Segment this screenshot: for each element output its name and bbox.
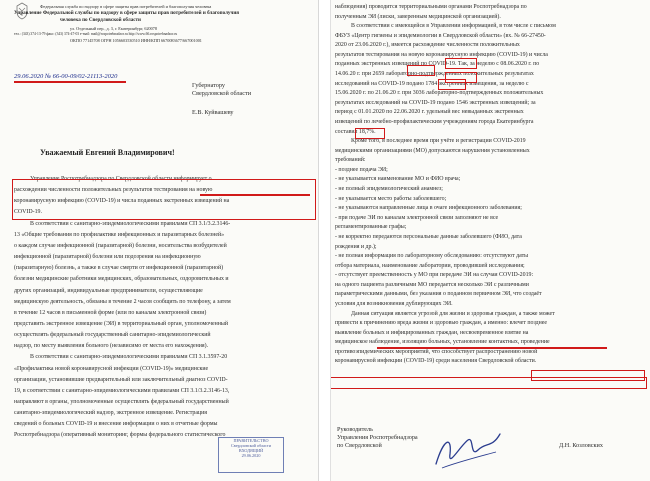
body-line: 13 «Общие требования по профилактике инфекционных и паразитарных болезней» [14,231,225,238]
body-line: медицинское наблюдение, изоляцию больных, установление контактных, проведение [335,339,550,346]
body-line: отбора материала, наименование лаборатории, проводившей исследования; [335,262,525,269]
red-underline-threat [377,347,607,349]
body-line: инфекционной (паразитарной) болезни или подозрения на инфекционную [14,254,201,261]
body-line: медицинскими организациями (МО) допускаются нарушения установленных [335,147,530,154]
body-line: - не указываются направленные лица в очаге инфекционного заболевания; [335,205,522,212]
body-line: рождения и др.); [335,243,377,250]
body-line: в течение 12 часов в письменной форме (или по каналам электронной связи) [14,309,207,316]
highlight-covid-region [330,377,647,389]
body-line: параметрическими данными, без указания о поданном первичном ЭИ, что создаёт [335,291,542,298]
body-line: направляют в органы, уполномоченные осуществлять федеральный государственный [14,399,229,405]
body-line: осуществлять федеральный государственный санитарно-эпидемиологический [14,332,211,339]
body-line: 14.06.20 г. при 2659 лабораторно-подтвержденных положительных результатах [335,71,534,78]
body-line: поданных экстренных извещений по COVID-19. Так, за неделю с 08.06.2020 г. по [335,61,540,68]
body-line: Управление Роспотребнадзора по Свердловской области информирует о [30,176,212,182]
body-line: - не полный эпидемиологический анамнез; [335,186,443,193]
body-line: Кроме того, в последнее время при учёте и регистрации COVID-2019 [351,138,526,145]
body-line: регламентированные графы; [335,224,407,231]
stamp-line1: ПРАВИТЕЛЬСТВО [233,438,269,443]
addressee-line2: Свердловской области [192,90,252,97]
letter-page-1 [0,0,319,481]
body-line: надзор, по месту выявления больного (независимо от места его нахождения). [14,343,209,350]
incoming-registration-stamp [218,437,284,473]
body-line: - отсутствует преемственность у МО при передаче ЭИ на случаи COVID-2019: [335,272,534,279]
body-line: результатов тестирования на новую коронавирусную инфекцию (COVID-19) и числа [335,51,548,58]
body-line: 15.06.2020 г. по 21.06.20 г. при 3036 лабораторно-подтвержденных положительных [335,90,544,97]
body-line: других организаций, индивидуальные предприниматели, осуществляющие [14,287,203,294]
body-line: - при подаче ЭИ по каналам электронной связи заполняют не все [335,214,499,221]
body-line: коронавирусную инфекцию (COVID-19) и числа поданных экстренных извещений на [14,198,230,205]
body-line: - не указывается наименование МО и ФИО врача; [335,176,461,183]
body-line: привести к причинению вреда жизни и здоровью граждан, а именно: влечет позднее [335,320,548,327]
salutation: Уважаемый Евгений Владимирович! [40,148,175,157]
handwritten-signature [430,428,508,476]
body-line: коронавирусной инфекции (COVID-19) среди населения Свердловской области. [335,358,537,365]
highlight-box-intro [12,179,316,220]
body-line: В соответствии с санитарно-эпидемиологическими правилами СП 3.1/3.2.3146- [30,220,231,227]
signature-title-line3: по Свердловской [337,442,382,449]
agency-name-small: Федеральная служба по надзору в сфере защиты прав потребителей и благополучия человека [40,4,212,9]
body-line: COVID-19. [14,209,42,216]
body-line: - позднее подача ЭИ; [335,166,388,173]
agency-address: ул. Отдельный пер., д. 3, г. Екатеринбург, 620078 [70,26,157,31]
body-line: 19, в соответствии с санитарно-эпидемиологическими правилами СП 3.1/3.2.3146-13, [14,387,230,394]
body-line: исследований на COVID-19 подано 1784 экстренных извещения, за неделю с [335,80,529,87]
body-line: болезни медицинские работники медицинских, образовательных, оздоровительных и [14,276,229,283]
body-line: расхождении численности положительных результатов тестирования на новую [14,187,213,194]
body-line: - не корректно передаются персональные данные заболевшего (ФИО, дата [335,233,522,240]
addressee-line1: Губернатору [192,82,225,89]
body-line: извещений по лечебно-профилактическим учреждениям города Екатеринбурга [335,118,534,125]
body-line: требований: [335,157,366,164]
highlight-1546 [438,79,466,90]
agency-contacts: тел.: (343) 374-13-79 факс: (343) 374-47-03 e-mail: mail@rospotrebnadzor.ru http://www.66.rospotrebnadzor.ru [14,32,178,36]
body-line: период с 01.01.2020 по 22.06.2020 г. удельный вес невыданных экстренных [335,109,524,116]
body-line: условия для возникновения дублирующих ЭИ. [335,300,453,307]
red-underline [200,194,310,196]
stamp-line3: ВХОДЯЩИЙ [238,448,264,453]
body-line: 2020 от 23.06.2020 г.), имеется расхождение численности положительных [335,42,520,49]
highlight-18-7-percent [355,128,385,139]
body-line: Данная ситуация является угрозой для жизни и здоровья граждан, а также может [351,310,555,317]
body-line: ФБУЗ «Центр гигиены и эпидемиологии в Свердловской области» (вх. № 66-27450- [335,32,546,39]
body-line: наблюдения) проводится территориальными органами Роспотребнадзора по [335,4,527,10]
signature-title-line2: Управления Роспотребнадзора [337,434,418,441]
body-line: противоэпидемических мероприятий, что способствует распространению новой [335,348,538,355]
body-line: на одного пациента различными МО передается несколько ЭИ с различными [335,281,529,288]
body-line: сведений о больных COVID-19 и внесение информации о них в отчетные формы [14,421,218,428]
outgoing-date-number: 29.06.2020 № 66-00-09/02-21113-2020 [14,73,118,80]
stamp-line4: 29.06.2020 [241,453,261,458]
signature-title-line1: Руководитель [337,426,373,433]
agency-name-line1: Управление Федеральной службы по надзору в сфере защиты прав потребителей и благополучия [14,10,240,16]
agency-name-line2: человека по Свердловской области [60,17,141,23]
body-line: «Профилактика новой коронавирусной инфекции (COVID-19)» медицинские [14,365,209,372]
body-line: - не полная информация по лабораторному обследованию: отсутствуют даты [335,253,529,260]
body-line: В соответствии с имеющейся в Управлении информацией, в том числе с письмом [351,23,556,30]
highlight-2659 [445,58,477,69]
body-line: медицинскую деятельность, обязаны в течение 2 часов сообщить по телефону, а затем [14,298,231,305]
body-line: представить экстренное извещение (ЭИ) в территориальный орган, уполномоченный [14,320,229,327]
body-line: выявление больных и инфицированных граждан, несвоевременное взятие на [335,329,529,336]
addressee-name: Е.В. Куйвашеву [192,109,234,116]
body-line: Роспотребнадзора (оперативный мониторинг, формы федерального статистического [14,432,226,439]
letter-page-2 [330,0,650,481]
body-line: составил 18,7%. [335,128,376,135]
stamp-line2: Свердловской области [231,443,271,448]
agency-registration: ОКПО 77145708 ОГРН 1056603530510 ИНН/КПП 6670083677/667001001 [70,38,202,43]
body-line: (паразитарную) болезнь, а также в случае смерти от инфекционной (паразитарной) [14,265,224,272]
signer-name: Д.Н. Козловских [559,442,603,449]
body-line: о каждом случае инфекционной (паразитарной) болезни, носительства возбудителей [14,242,227,249]
body-line: организации, установившие предварительный или заключительный диагноз COVID- [14,376,228,383]
body-line: санитарно-эпидемиологический надзор, экстренное извещение. Регистрация [14,410,208,417]
body-line: В соответствии с санитарно-эпидемиологическими правилами СП 3.1.3597-20 [30,354,228,361]
highlight-1784 [407,65,435,76]
date-underline [14,81,126,83]
body-line: - не указывается место работы заболевшего; [335,195,447,202]
body-line: результатах исследований на COVID-19 подано 1546 экстренных извещений; за [335,99,536,106]
body-line: полученным ЭИ (лиски, заверенным медицинской организацией). [335,13,501,20]
